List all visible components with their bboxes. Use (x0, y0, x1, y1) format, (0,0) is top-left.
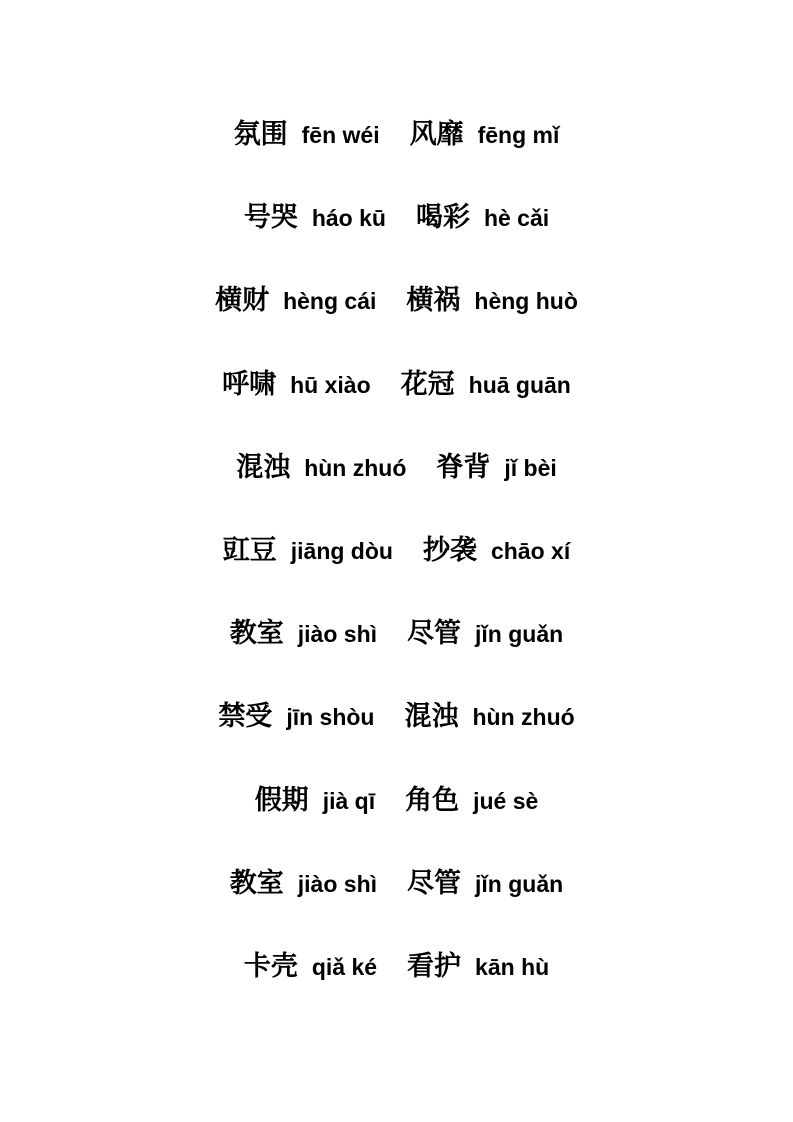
word-pair (255, 778, 375, 817)
pinyin-reading: jiào shì (297, 621, 378, 648)
pinyin-reading: hū xiào (290, 371, 371, 398)
pinyin-reading: hùn zhuó (472, 704, 575, 731)
word-pair (401, 362, 571, 401)
word-pair (234, 112, 380, 151)
pinyin-reading: qiǎ ké (311, 953, 378, 980)
hanzi-word: 抄袭 (422, 535, 477, 567)
hanzi-word: 喝彩 (415, 202, 470, 234)
hanzi-word: 看护 (407, 950, 462, 982)
hanzi-word: 脊背 (436, 451, 491, 483)
vocab-line (0, 672, 793, 755)
pinyin-reading: jué sè (473, 787, 539, 814)
word-pair (416, 195, 549, 234)
hanzi-word: 风靡 (409, 119, 464, 151)
pinyin-reading: jiào shì (297, 870, 378, 897)
hanzi-word: 角色 (405, 784, 460, 816)
word-pair (406, 278, 577, 317)
pinyin-reading: kān hù (475, 953, 550, 980)
vocab-line (0, 256, 793, 339)
pinyin-reading: jǐn guǎn (475, 621, 564, 648)
pinyin-reading: chāo xí (490, 538, 571, 565)
vocab-line (0, 173, 793, 256)
hanzi-word: 豇豆 (222, 535, 277, 567)
pinyin-reading: hè cǎi (483, 205, 550, 232)
vocab-line (0, 506, 793, 589)
hanzi-word: 横财 (215, 285, 270, 317)
word-pair (436, 445, 556, 484)
pinyin-reading: hèng huò (474, 288, 578, 315)
hanzi-word: 混浊 (404, 701, 459, 733)
vocab-line (0, 340, 793, 423)
word-pair (423, 528, 570, 567)
hanzi-word: 横祸 (406, 285, 461, 317)
hanzi-word: 尽管 (407, 618, 462, 650)
pinyin-reading: jià qī (322, 787, 376, 814)
pinyin-reading: hùn zhuó (304, 454, 407, 481)
word-pair (404, 694, 574, 733)
hanzi-word: 卡壳 (243, 950, 298, 982)
hanzi-word: 教室 (229, 867, 284, 899)
pinyin-reading: hèng cái (283, 288, 377, 315)
hanzi-word: 氛围 (233, 119, 288, 151)
vocab-line (0, 839, 793, 922)
pinyin-reading: jīn shòu (286, 704, 375, 731)
word-pair (244, 944, 377, 983)
vocab-line (0, 90, 793, 173)
vocab-line (0, 589, 793, 672)
pinyin-reading: háo kū (311, 205, 386, 232)
hanzi-word: 假期 (254, 784, 309, 816)
hanzi-word: 教室 (229, 618, 284, 650)
vocab-line (0, 423, 793, 506)
word-pair (230, 861, 377, 900)
vocab-line (0, 922, 793, 1005)
word-pair (223, 528, 393, 567)
word-pair (407, 611, 563, 650)
word-pair (410, 112, 560, 151)
pinyin-reading: fēng mǐ (477, 122, 560, 149)
pinyin-reading: fēn wéi (301, 122, 380, 149)
word-pair (405, 778, 538, 817)
word-pair (218, 694, 374, 733)
word-pair (407, 944, 549, 983)
word-pair (244, 195, 386, 234)
hanzi-word: 尽管 (407, 867, 462, 899)
pinyin-reading: huā guān (468, 371, 571, 398)
hanzi-word: 号哭 (243, 202, 298, 234)
hanzi-word: 呼啸 (222, 368, 277, 400)
pinyin-reading: jǐ bèi (504, 454, 557, 481)
hanzi-word: 禁受 (218, 701, 273, 733)
hanzi-word: 混浊 (236, 451, 291, 483)
pinyin-reading: jiāng dòu (290, 538, 393, 565)
vocabulary-list (0, 90, 793, 1005)
word-pair (230, 611, 377, 650)
hanzi-word: 花冠 (400, 368, 455, 400)
word-pair (407, 861, 563, 900)
word-pair (236, 445, 406, 484)
word-pair (222, 362, 371, 401)
word-pair (215, 278, 376, 317)
vocab-line (0, 756, 793, 839)
pinyin-reading: jǐn guǎn (475, 870, 564, 897)
